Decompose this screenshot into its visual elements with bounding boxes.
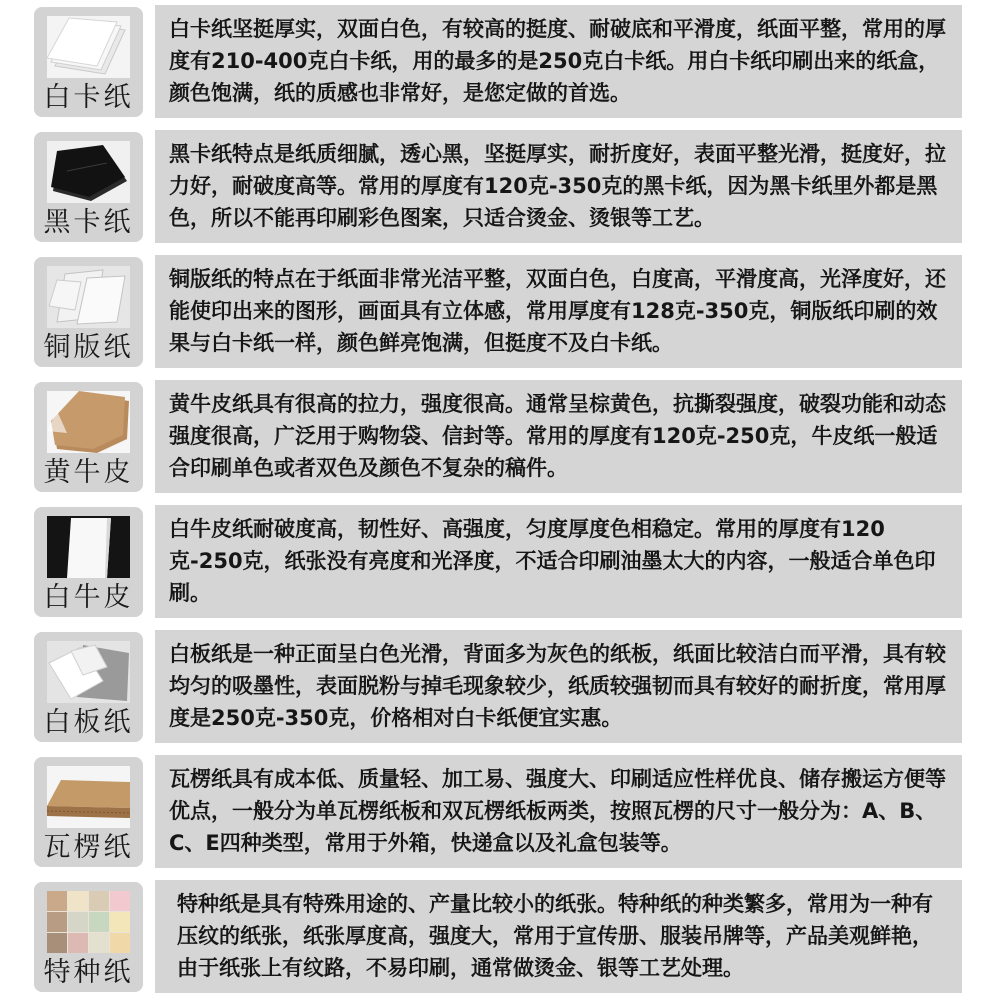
paper-type-label: 特种纸 (43, 957, 134, 988)
paper-row-black-cardboard (34, 130, 962, 243)
paper-type-label: 白板纸 (43, 707, 134, 738)
paper-description: 铜版纸的特点在于纸面非常光洁平整，双面白色，白度高，平滑度高，光泽度好，还能使印出来的图形，画面具有立体感，常用厚度有128克-350克，铜版纸印刷的效果与白卡纸一样，颜色鲜亮饱满，但挺度不及白卡纸。 (155, 255, 962, 368)
thumbnail-card (34, 507, 143, 617)
thumbnail-card (34, 882, 143, 992)
paper-description: 白卡纸坚挺厚实，双面白色，有较高的挺度、耐破底和平滑度，纸面平整，常用的厚度有210-400克白卡纸，用的最多的是250克白卡纸。用白卡纸印刷出来的纸盒，颜色饱满，纸的质感也非常好，是您定做的首选。 (155, 5, 962, 118)
thumbnail-card (34, 632, 143, 742)
thumbnail-card (34, 382, 143, 492)
paper-description: 特种纸是具有特殊用途的、产量比较小的纸张。特种纸的种类繁多，常用为一种有压纹的纸张，纸张厚度高，强度大，常用于宣传册、服装吊牌等，产品美观鲜艳，由于纸张上有纹路，不易印刷，通常做烫金、银等工艺处理。 (155, 880, 962, 993)
paper-description: 黑卡纸特点是纸质细腻，透心黑，坚挺厚实，耐折度好，表面平整光滑，挺度好，拉力好，耐破度高等。常用的厚度有120克-350克的黑卡纸，因为黑卡纸里外都是黑色，所以不能再印刷彩色图案，只适合烫金、烫银等工艺。 (155, 130, 962, 243)
paper-type-label: 黑卡纸 (43, 207, 134, 238)
paper-row-coated-paper (34, 255, 962, 368)
paper-row-white-cardboard (34, 5, 962, 118)
thumbnail-card (34, 757, 143, 867)
paper-row-corrugated (34, 755, 962, 868)
specialty-paper-swatches-icon (47, 891, 130, 953)
paper-description: 白牛皮纸耐破度高，韧性好、高强度，匀度厚度色相稳定。常用的厚度有120克-250克，纸张没有亮度和光泽度，不适合印刷油墨太大的内容，一般适合单色印刷。 (155, 505, 962, 618)
paper-row-white-kraft (34, 505, 962, 618)
white-kraft-paper-icon (47, 516, 130, 578)
coated-paper-sheets-icon (47, 266, 130, 328)
paper-type-label: 白牛皮 (43, 582, 134, 613)
paper-type-label: 黄牛皮 (43, 457, 134, 488)
paper-type-label: 铜版纸 (43, 332, 134, 363)
black-cardboard-icon (47, 141, 130, 203)
paper-row-yellow-kraft (34, 380, 962, 493)
paper-type-label: 白卡纸 (43, 82, 134, 113)
paper-type-label: 瓦楞纸 (43, 832, 134, 863)
thumbnail-card (34, 7, 143, 117)
paper-description: 白板纸是一种正面呈白色光滑，背面多为灰色的纸板，纸面比较洁白而平滑，具有较均匀的吸墨性，表面脱粉与掉毛现象较少，纸质较强韧而具有较好的耐折度，常用厚度是250克-350克，价格相对白卡纸便宜实惠。 (155, 630, 962, 743)
thumbnail-card (34, 132, 143, 242)
brown-kraft-paper-icon (47, 391, 130, 453)
paper-row-specialty (34, 880, 962, 993)
white-cardboard-stack-icon (47, 16, 130, 78)
corrugated-board-icon (47, 766, 130, 828)
paper-description: 瓦楞纸具有成本低、质量轻、加工易、强度大、印刷适应性样优良、储存搬运方便等优点，一般分为单瓦楞纸板和双瓦楞纸板两类，按照瓦楞的尺寸一般分为：A、B、C、E四种类型，常用于外箱，快递盒以及礼盒包装等。 (155, 755, 962, 868)
white-board-paper-icon (47, 641, 130, 703)
thumbnail-card (34, 257, 143, 367)
paper-description: 黄牛皮纸具有很高的拉力，强度很高。通常呈棕黄色，抗撕裂强度，破裂功能和动态强度很高，广泛用于购物袋、信封等。常用的厚度有120克-250克，牛皮纸一般适合印刷单色或者双色及颜色不复杂的稿件。 (155, 380, 962, 493)
paper-row-white-board (34, 630, 962, 743)
